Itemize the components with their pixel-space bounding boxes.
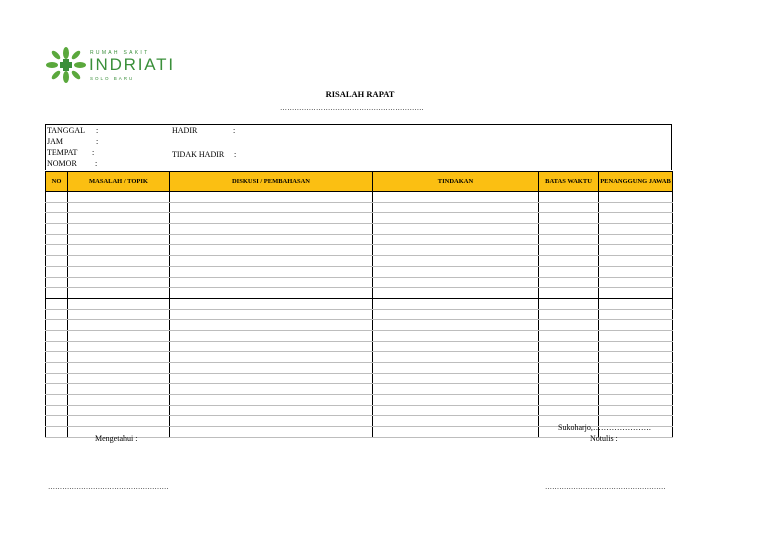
table-row (46, 320, 673, 331)
table-row (46, 384, 673, 395)
table-cell[interactable] (170, 213, 373, 224)
table-cell[interactable] (539, 363, 599, 374)
mengetahui-label: Mengetahui : (95, 434, 138, 443)
table-row (46, 363, 673, 374)
table-cell[interactable] (68, 373, 170, 384)
table-cell[interactable] (599, 224, 673, 235)
table-cell[interactable] (68, 245, 170, 256)
table-cell[interactable] (46, 277, 68, 288)
table-row (46, 298, 673, 309)
table-row (46, 309, 673, 320)
signature-line-left: …………………………………………… (48, 483, 169, 491)
table-cell[interactable] (599, 352, 673, 363)
label-hadir: HADIR (172, 126, 198, 135)
table-cell[interactable] (68, 384, 170, 395)
table-cell[interactable] (68, 395, 170, 406)
table-cell[interactable] (170, 192, 373, 203)
table-header-row (46, 172, 673, 192)
table-cell[interactable] (68, 416, 170, 427)
table-cell[interactable] (46, 395, 68, 406)
table-cell[interactable] (373, 330, 539, 341)
table-cell[interactable] (373, 298, 539, 309)
table-cell[interactable] (46, 288, 68, 299)
table-cell[interactable] (599, 405, 673, 416)
table-row (46, 373, 673, 384)
table-cell[interactable] (170, 363, 373, 374)
table-cell[interactable] (170, 330, 373, 341)
table-cell[interactable] (539, 213, 599, 224)
col-header-no: NO (46, 172, 68, 192)
table-cell[interactable] (46, 298, 68, 309)
table-cell[interactable] (539, 266, 599, 277)
table-row (46, 224, 673, 235)
label-tidak-hadir: TIDAK HADIR (172, 150, 225, 159)
table-cell[interactable] (46, 341, 68, 352)
table-cell[interactable] (170, 266, 373, 277)
table-cell[interactable] (170, 320, 373, 331)
table-row (46, 192, 673, 203)
notulis-label: Notulis : (590, 434, 618, 443)
table-cell[interactable] (46, 256, 68, 267)
colon-tidak-hadir: : (234, 150, 237, 159)
table-cell[interactable] (599, 384, 673, 395)
table-cell[interactable] (170, 224, 373, 235)
table-cell[interactable] (68, 363, 170, 374)
table-cell[interactable] (373, 234, 539, 245)
table-cell[interactable] (373, 373, 539, 384)
table-cell[interactable] (539, 245, 599, 256)
table-cell[interactable] (68, 309, 170, 320)
table-row (46, 202, 673, 213)
logo-bottom-text: SOLO BARU (90, 76, 135, 81)
table-cell[interactable] (539, 373, 599, 384)
colon-nomor: : (95, 159, 98, 168)
place-date: Sukoharjo,…………………. (558, 423, 651, 432)
table-cell[interactable] (46, 373, 68, 384)
table-cell[interactable] (373, 224, 539, 235)
table-cell[interactable] (539, 298, 599, 309)
table-cell[interactable] (539, 192, 599, 203)
label-jam: JAM (47, 137, 64, 146)
table-cell[interactable] (68, 288, 170, 299)
table-row (46, 256, 673, 267)
table-cell[interactable] (599, 234, 673, 245)
table-cell[interactable] (68, 320, 170, 331)
table-cell[interactable] (170, 405, 373, 416)
table-cell[interactable] (46, 405, 68, 416)
table-cell[interactable] (539, 202, 599, 213)
table-cell[interactable] (170, 234, 373, 245)
table-cell[interactable] (599, 341, 673, 352)
table-row (46, 245, 673, 256)
colon-jam: : (96, 137, 99, 146)
table-cell[interactable] (373, 384, 539, 395)
table-cell[interactable] (170, 256, 373, 267)
table-cell[interactable] (46, 384, 68, 395)
label-tempat: TEMPAT (47, 148, 78, 157)
table-cell[interactable] (46, 202, 68, 213)
table-cell[interactable] (599, 266, 673, 277)
table-cell[interactable] (68, 256, 170, 267)
table-cell[interactable] (373, 202, 539, 213)
table-cell[interactable] (170, 352, 373, 363)
table-row (46, 341, 673, 352)
colon-hadir: : (233, 126, 236, 135)
table-cell[interactable] (68, 224, 170, 235)
table-cell[interactable] (373, 427, 539, 438)
table-cell[interactable] (68, 341, 170, 352)
table-cell[interactable] (599, 192, 673, 203)
table-row (46, 266, 673, 277)
table-cell[interactable] (599, 309, 673, 320)
table-cell[interactable] (373, 363, 539, 374)
logo-top-text: RUMAH SAKIT (90, 50, 150, 56)
table-cell[interactable] (373, 309, 539, 320)
table-cell[interactable] (599, 298, 673, 309)
table-cell[interactable] (46, 363, 68, 374)
table-cell[interactable] (170, 309, 373, 320)
table-cell[interactable] (46, 330, 68, 341)
table-cell[interactable] (373, 213, 539, 224)
table-cell[interactable] (68, 213, 170, 224)
table-cell[interactable] (170, 395, 373, 406)
table-cell[interactable] (539, 384, 599, 395)
logo-name: INDRIATI (89, 55, 175, 74)
table-cell[interactable] (46, 213, 68, 224)
table-cell[interactable] (46, 266, 68, 277)
table-cell[interactable] (68, 192, 170, 203)
table-cell[interactable] (539, 352, 599, 363)
table-cell[interactable] (599, 363, 673, 374)
col-header-penanggung-jawab: PENANGGUNG JAWAB (599, 172, 673, 192)
table-cell[interactable] (46, 234, 68, 245)
table-cell[interactable] (599, 320, 673, 331)
table-cell[interactable] (46, 352, 68, 363)
colon-tanggal: : (96, 126, 99, 135)
table-cell[interactable] (46, 309, 68, 320)
label-nomor: NOMOR (47, 159, 77, 168)
table-cell[interactable] (599, 395, 673, 406)
table-cell[interactable] (599, 277, 673, 288)
table-cell[interactable] (170, 341, 373, 352)
table-cell[interactable] (539, 288, 599, 299)
table-cell[interactable] (599, 245, 673, 256)
table-cell[interactable] (373, 341, 539, 352)
table-cell[interactable] (373, 416, 539, 427)
table-cell[interactable] (68, 352, 170, 363)
label-tanggal: TANGGAL (47, 126, 86, 135)
table-cell[interactable] (599, 373, 673, 384)
table-cell[interactable] (170, 202, 373, 213)
table-cell[interactable] (68, 330, 170, 341)
table-cell[interactable] (46, 245, 68, 256)
table-cell[interactable] (539, 341, 599, 352)
table-row (46, 352, 673, 363)
table-cell[interactable] (373, 277, 539, 288)
table-cell[interactable] (373, 352, 539, 363)
table-cell[interactable] (170, 373, 373, 384)
table-cell[interactable] (373, 405, 539, 416)
table-row (46, 277, 673, 288)
table-row (46, 288, 673, 299)
table-cell[interactable] (599, 256, 673, 267)
table-cell[interactable] (373, 245, 539, 256)
table-cell[interactable] (46, 224, 68, 235)
table-cell[interactable] (170, 416, 373, 427)
table-row (46, 234, 673, 245)
signature-line-right: …………………………………………… (545, 483, 666, 491)
table-cell[interactable] (373, 288, 539, 299)
table-row (46, 330, 673, 341)
hospital-logo-icon (46, 47, 86, 83)
title-blank-line: …………………………………………………… (280, 104, 424, 112)
table-cell[interactable] (539, 330, 599, 341)
col-header-tindakan: TINDAKAN (373, 172, 539, 192)
table-cell[interactable] (170, 277, 373, 288)
table-cell[interactable] (46, 192, 68, 203)
table-cell[interactable] (373, 192, 539, 203)
table-cell[interactable] (599, 330, 673, 341)
table-cell[interactable] (46, 427, 68, 438)
col-header-topik: MASALAH / TOPIK (68, 172, 170, 192)
table-cell[interactable] (373, 256, 539, 267)
table-cell[interactable] (46, 416, 68, 427)
table-cell[interactable] (170, 245, 373, 256)
table-cell[interactable] (539, 320, 599, 331)
document-title: RISALAH RAPAT (325, 89, 395, 99)
table-cell[interactable] (539, 309, 599, 320)
table-cell[interactable] (170, 288, 373, 299)
table-cell[interactable] (539, 256, 599, 267)
table-cell[interactable] (373, 266, 539, 277)
table-cell[interactable] (68, 202, 170, 213)
table-cell[interactable] (599, 213, 673, 224)
table-cell[interactable] (539, 277, 599, 288)
table-cell[interactable] (170, 427, 373, 438)
table-cell[interactable] (599, 288, 673, 299)
table-cell[interactable] (539, 395, 599, 406)
table-row (46, 395, 673, 406)
table-cell[interactable] (599, 202, 673, 213)
meeting-info-box (45, 124, 672, 170)
table-row (46, 213, 673, 224)
minutes-table (45, 171, 673, 438)
table-cell[interactable] (170, 298, 373, 309)
table-cell[interactable] (539, 234, 599, 245)
table-cell[interactable] (68, 405, 170, 416)
table-cell[interactable] (68, 298, 170, 309)
table-row (46, 405, 673, 416)
colon-tempat: : (92, 148, 95, 157)
col-header-diskusi: DISKUSI / PEMBAHASAN (170, 172, 373, 192)
table-cell[interactable] (170, 384, 373, 395)
table-cell[interactable] (68, 234, 170, 245)
table-cell[interactable] (373, 320, 539, 331)
table-cell[interactable] (373, 395, 539, 406)
table-cell[interactable] (68, 266, 170, 277)
table-cell[interactable] (539, 405, 599, 416)
table-cell[interactable] (539, 224, 599, 235)
table-cell[interactable] (46, 320, 68, 331)
table-cell[interactable] (68, 277, 170, 288)
col-header-batas-waktu: BATAS WAKTU (539, 172, 599, 192)
